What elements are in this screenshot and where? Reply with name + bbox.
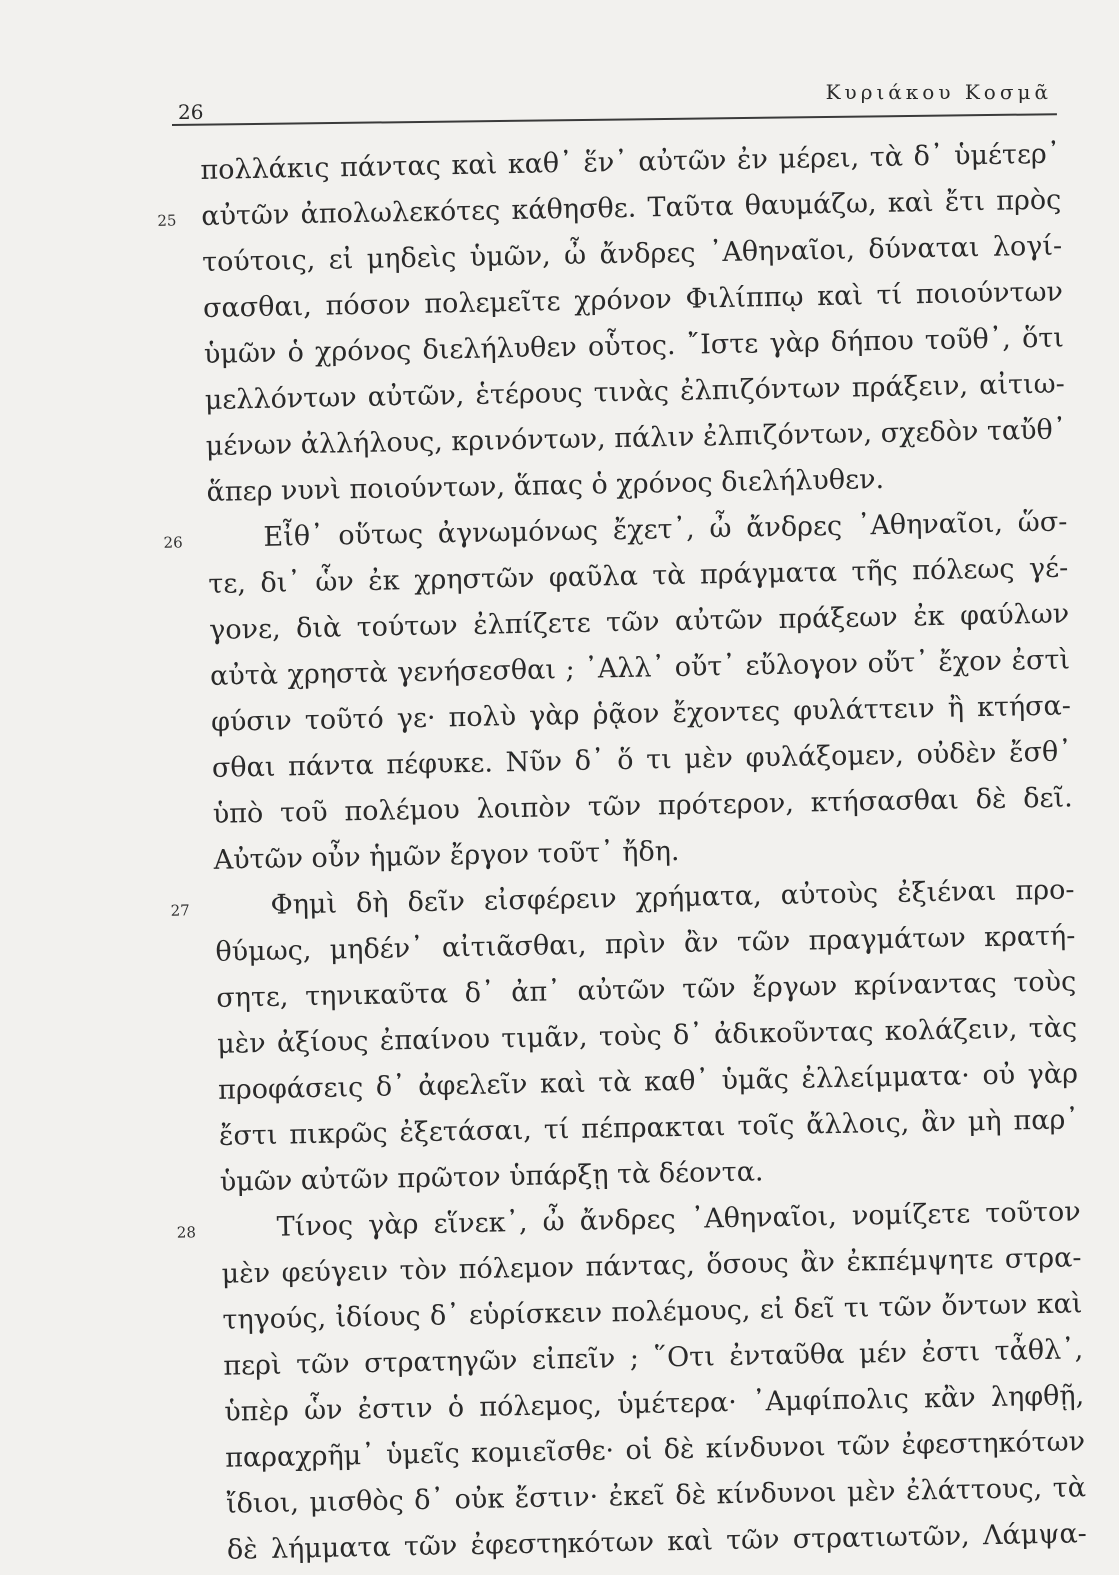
- section-number: 27: [170, 901, 190, 920]
- line-text: ἅπερ νυνὶ ποιούντων, ἅπας ὁ χρόνος διελήλυθεν.: [206, 463, 885, 508]
- line-text: ὑπὸ τοῦ πολέμου λοιπὸν τῶν πρότερον, κτήσασθαι δὲ δεῖ.: [212, 782, 1073, 830]
- page-number: 26: [178, 100, 204, 124]
- line-text: δὲ λήμματα τῶν ἐφεστηκότων καὶ τῶν στρατιωτῶν, Λάμψα-: [226, 1518, 1088, 1566]
- line-text: ἴδιοι, μισθὸς δ᾽ οὐκ ἔστιν· ἐκεῖ δὲ κίνδυνοι μὲν ἐλάττους, τὰ: [225, 1472, 1087, 1520]
- line-text: μὲν ἀξίους ἐπαίνου τιμᾶν, τοὺς δ᾽ ἀδικοῦντας κολάζειν, τὰς: [216, 1012, 1078, 1060]
- line-text: προφάσεις δ᾽ ἀφελεῖν καὶ τὰ καθ᾽ ὑμᾶς ἐλλείμματα· οὐ γὰρ: [217, 1058, 1079, 1106]
- line-text: αὐτῶν ἀπολωλεκότες κάθησθε. Ταῦτα θαυμάζω, καὶ ἔτι πρὸς: [201, 184, 1062, 232]
- line-text: ὑμῶν αὐτῶν πρῶτον ὑπάρξῃ τὰ δέοντα.: [219, 1156, 764, 1198]
- line-text: σασθαι, πόσον πολεμεῖτε χρόνον Φιλίππῳ καὶ τί ποιούντων: [202, 276, 1064, 324]
- line-text: ὑμῶν ὁ χρόνος διελήλυθεν οὗτος. ῎Ιστε γὰρ δήπου τοῦθ᾽, ὅτι: [203, 322, 1065, 370]
- line-text: τηγούς, ἰδίους δ᾽ εὑρίσκειν πολέμους, εἰ δεῖ τι τῶν ὄντων καὶ: [222, 1288, 1083, 1336]
- line-text: θύμως, μηδέν᾽ αἰτιᾶσθαι, πρὶν ἂν τῶν πραγμάτων κρατή-: [215, 920, 1076, 968]
- section-number: 26: [163, 533, 183, 552]
- header-rule: [172, 113, 1057, 126]
- line-text: μὲν φεύγειν τὸν πόλεμον πάντας, ὅσους ἂν ἐκπέμψητε στρα-: [221, 1242, 1082, 1290]
- line-text: Εἶθ᾽ οὕτως ἀγνωμόνως ἔχετ᾽, ὦ ἄνδρες ᾿Αθηναῖοι, ὥσ-: [263, 506, 1068, 553]
- running-title: Κυριάκου Κοσμᾶ: [825, 80, 1052, 104]
- line-text: ἔστι πικρῶς ἐξετάσαι, τί πέπρακται τοῖς ἄλλοις, ἂν μὴ παρ᾽: [218, 1104, 1080, 1152]
- line-text: μένων ἀλλήλους, κρινόντων, πάλιν ἐλπιζόντων, σχεδὸν ταὔθ᾽: [205, 414, 1067, 462]
- line-text: Τίνος γὰρ εἵνεκ᾽, ὦ ἄνδρες ᾿Αθηναῖοι, νομίζετε τοῦτον: [276, 1196, 1081, 1243]
- line-text: ὑπὲρ ὧν ἐστιν ὁ πόλεμος, ὑμέτερα· ᾿Αμφίπολις κἂν ληφθῇ,: [223, 1380, 1085, 1428]
- line-text: σθαι πάντα πέφυκε. Νῦν δ᾽ ὅ τι μὲν φυλάξομεν, οὐδὲν ἔσθ᾽: [211, 736, 1073, 784]
- line-text: πολλάκις πάντας καὶ καθ᾽ ἕν᾽ αὐτῶν ἐν μέρει, τὰ δ᾽ ὑμέτερ᾽: [200, 138, 1061, 186]
- line-text: τούτοις, εἰ μηδεὶς ὑμῶν, ὦ ἄνδρες ᾿Αθηναῖοι, δύναται λογί-: [201, 230, 1063, 278]
- line-text: Φημὶ δὴ δεῖν εἰσφέρειν χρήματα, αὐτοὺς ἐξιέναι προ-: [270, 874, 1075, 921]
- line-text: γονε, διὰ τούτων ἐλπίζετε τῶν αὐτῶν πράξεων ἐκ φαύλων: [208, 598, 1070, 646]
- text-body: [157, 131, 1088, 1573]
- line-text: τε, δι᾽ ὧν ἐκ χρηστῶν φαῦλα τὰ πράγματα τῆς πόλεως γέ-: [208, 552, 1069, 600]
- line-text: παραχρῆμ᾽ ὑμεῖς κομιεῖσθε· οἱ δὲ κίνδυνοι τῶν ἐφεστηκότων: [224, 1426, 1086, 1474]
- line-text: Αὐτῶν οὖν ἡμῶν ἔργον τοῦτ᾽ ἤδη.: [213, 835, 680, 876]
- line-text: φύσιν τοῦτό γε· πολὺ γὰρ ῥᾷον ἔχοντες φυλάττειν ἢ κτήσα-: [210, 690, 1072, 738]
- line-text: μελλόντων αὐτῶν, ἑτέρους τινὰς ἐλπιζόντων πράξειν, αἰτιω-: [204, 368, 1065, 416]
- line-text: περὶ τῶν στρατηγῶν εἰπεῖν ; ῞Οτι ἐνταῦθα μέν ἐστι τἆθλ᾽,: [223, 1334, 1084, 1382]
- line-text: αὐτὰ χρηστὰ γενήσεσθαι ; ᾿Αλλ᾽ οὔτ᾽ εὔλογον οὔτ᾽ ἔχον ἐστὶ: [209, 644, 1071, 692]
- line-text: σητε, τηνικαῦτα δ᾽ ἀπ᾽ αὐτῶν τῶν ἔργων κρίναντας τοὺς: [216, 966, 1077, 1014]
- page-header: [172, 80, 1060, 128]
- section-number: 25: [157, 211, 177, 230]
- section-number: 28: [176, 1223, 197, 1242]
